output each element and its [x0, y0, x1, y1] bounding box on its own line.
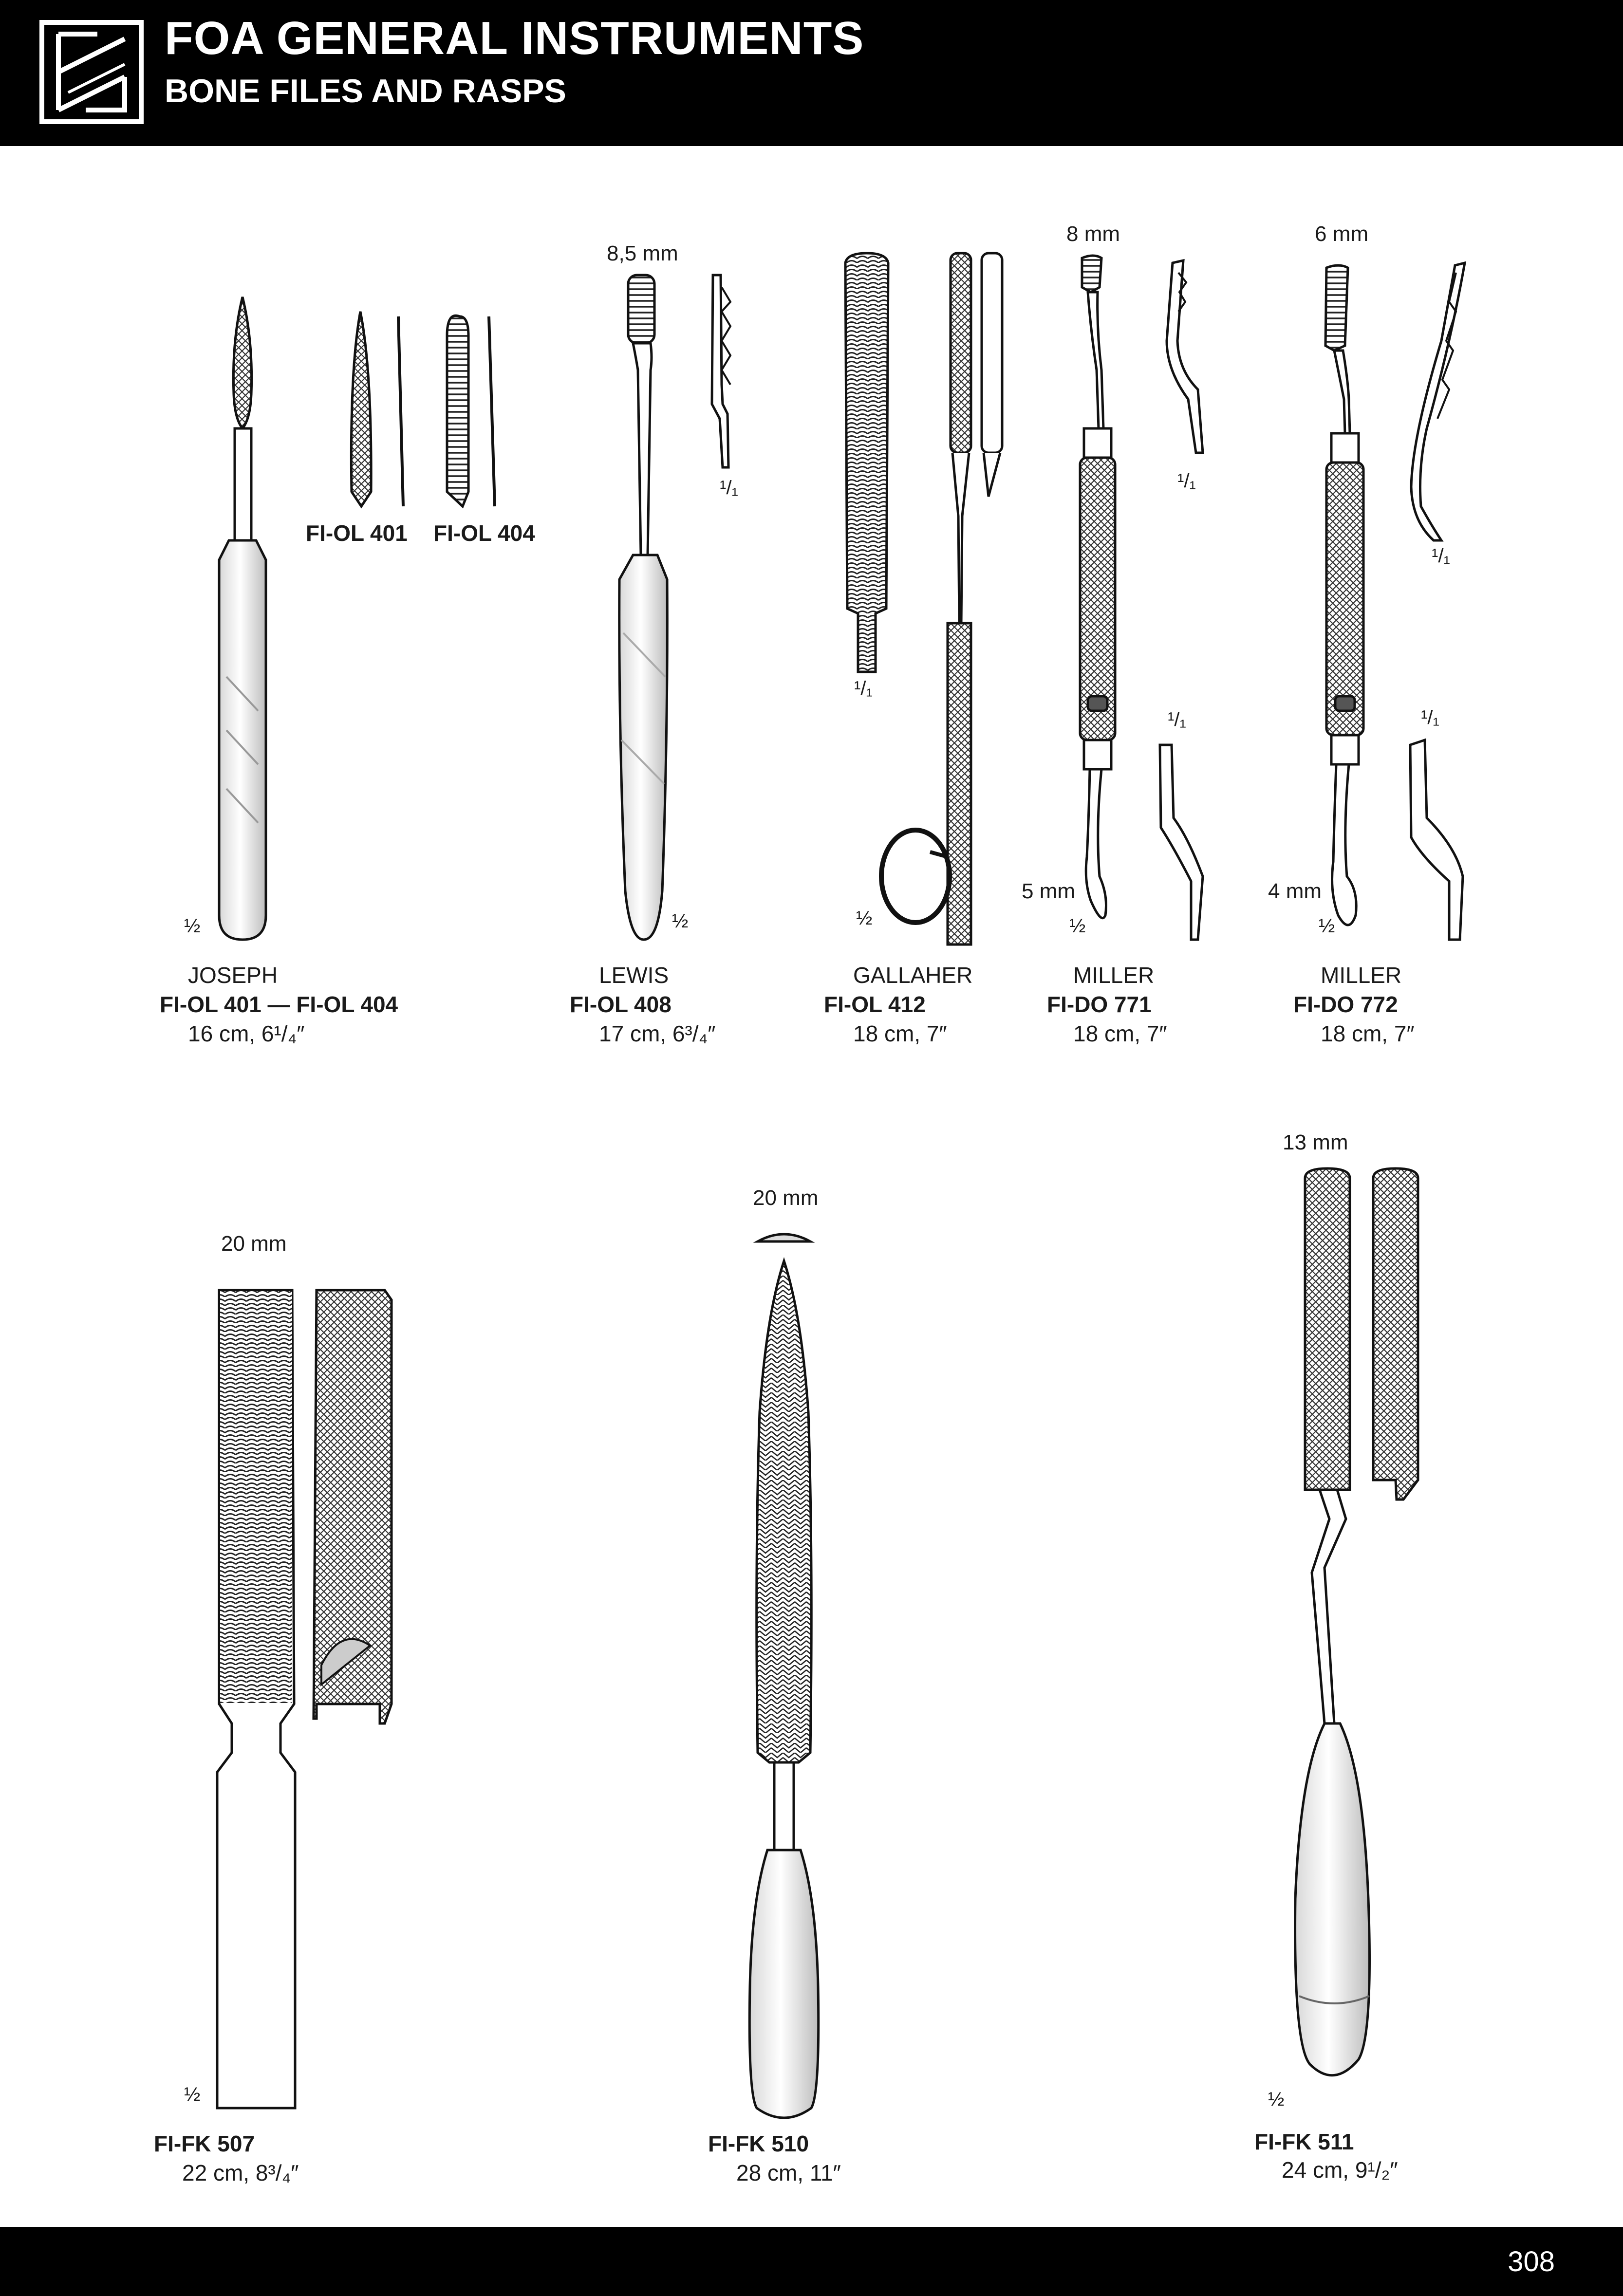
- miller-771-rasp-illustration: [1080, 256, 1203, 940]
- scale-label: ¹/₁: [1177, 470, 1196, 492]
- instrument-size: 24 cm, 9¹/₂″: [1282, 2157, 1398, 2183]
- scale-label: ¹/₁: [1432, 545, 1450, 567]
- page-footer: [0, 2227, 1623, 2296]
- scale-label: ½: [184, 2084, 201, 2105]
- fi-fk-507-rasp-illustration: [217, 1290, 392, 2108]
- scale-label: ½: [672, 910, 689, 932]
- instrument-size: 16 cm, 6¹/₄″: [188, 1021, 305, 1046]
- scale-label: ¹/₁: [720, 477, 738, 499]
- lewis-rasp-illustration: [619, 275, 730, 940]
- dimension-label: 8,5 mm: [607, 241, 678, 265]
- dimension-label: 20 mm: [221, 1232, 287, 1256]
- dimension-label: 4 mm: [1268, 879, 1322, 903]
- fi-fk-511-rasp-illustration: [1295, 1168, 1418, 2075]
- dimension-label: 6 mm: [1315, 222, 1368, 246]
- instrument-code: FI-DO 772: [1293, 992, 1398, 1017]
- instrument-code: FI-FK 511: [1254, 2129, 1354, 2154]
- instrument-code: FI-DO 771: [1047, 992, 1152, 1017]
- scale-label: ¹/₁: [854, 678, 873, 699]
- dimension-label: 5 mm: [1022, 879, 1075, 903]
- instrument-size: 18 cm, 7″: [1321, 1021, 1415, 1046]
- instrument-code: FI-OL 401 — FI-OL 404: [160, 992, 398, 1017]
- dimension-label: 20 mm: [753, 1186, 819, 1210]
- variant-label: FI-OL 404: [433, 520, 535, 546]
- instrument-code: FI-FK 507: [154, 2131, 255, 2156]
- scale-label: ½: [1319, 915, 1335, 937]
- fi-fk-510-rasp-illustration: [749, 1234, 818, 2118]
- instrument-size: 18 cm, 7″: [853, 1021, 947, 1046]
- variant-label: FI-OL 401: [306, 520, 408, 546]
- scale-label: ¹/₁: [1168, 709, 1186, 730]
- joseph-rasp-illustration: [219, 297, 495, 940]
- instrument-size: 18 cm, 7″: [1073, 1021, 1167, 1046]
- dimension-label: 8 mm: [1066, 222, 1120, 246]
- scale-label: ½: [856, 907, 873, 929]
- instrument-size: 22 cm, 8³/₄″: [182, 2160, 299, 2185]
- instrument-code: FI-FK 510: [708, 2131, 809, 2156]
- instrument-name: LEWIS: [599, 963, 669, 988]
- instrument-code: FI-OL 408: [570, 992, 672, 1017]
- instrument-size: 28 cm, 11″: [736, 2160, 841, 2185]
- instrument-name: GALLAHER: [853, 963, 973, 988]
- instrument-code: FI-OL 412: [824, 992, 926, 1017]
- page-title: FOA GENERAL INSTRUMENTS: [165, 12, 864, 64]
- instrument-name: MILLER: [1073, 963, 1155, 988]
- instrument-size: 17 cm, 6³/₄″: [599, 1021, 716, 1046]
- dimension-label: 13 mm: [1283, 1130, 1348, 1154]
- scale-label: ½: [184, 915, 201, 937]
- page-subtitle: BONE FILES AND RASPS: [165, 73, 566, 110]
- scale-label: ¹/₁: [1421, 707, 1439, 728]
- instrument-name: JOSEPH: [188, 963, 278, 988]
- scale-label: ½: [1069, 915, 1086, 937]
- miller-772-rasp-illustration: [1325, 263, 1465, 940]
- scale-label: ½: [1268, 2089, 1285, 2110]
- instrument-name: MILLER: [1321, 963, 1402, 988]
- gallaher-rasp-illustration: [845, 253, 1002, 944]
- page-number: 308: [1508, 2246, 1555, 2277]
